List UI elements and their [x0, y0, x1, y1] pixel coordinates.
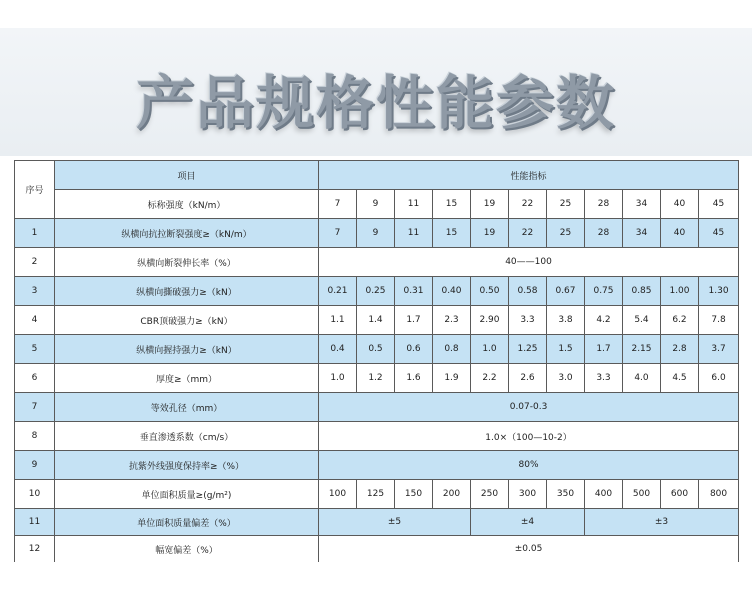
row-value: 45 — [699, 219, 739, 248]
row-number: 12 — [15, 536, 55, 563]
row-value: 3.8 — [547, 306, 585, 335]
seq-header: 序号 — [15, 161, 55, 219]
spec-value: 25 — [547, 190, 585, 219]
row-value: 9 — [357, 219, 395, 248]
row-number: 7 — [15, 393, 55, 422]
row-value: 28 — [585, 219, 623, 248]
row-value: 300 — [509, 480, 547, 509]
table-row — [15, 451, 739, 480]
row-item-name: 厚度≥（mm） — [55, 364, 319, 393]
spec-value: 45 — [699, 190, 739, 219]
row-value: 125 — [357, 480, 395, 509]
row-value: 250 — [471, 480, 509, 509]
table-row — [15, 480, 739, 509]
row-value: 400 — [585, 480, 623, 509]
spec-label: 标称强度（kN/m） — [55, 190, 319, 219]
row-value: 4.2 — [585, 306, 623, 335]
row-value: 2.15 — [623, 335, 661, 364]
row-number: 10 — [15, 480, 55, 509]
row-value: 6.0 — [699, 364, 739, 393]
row-item-name: 纵横向断裂伸长率（%） — [55, 248, 319, 277]
row-value: 800 — [699, 480, 739, 509]
row-item-name: CBR顶破强力≥（kN） — [55, 306, 319, 335]
row-value: 7.8 — [699, 306, 739, 335]
row-item-name: 纵横向握持强力≥（kN） — [55, 335, 319, 364]
table-row — [15, 248, 739, 277]
row-number: 1 — [15, 219, 55, 248]
row-value: 1.0 — [471, 335, 509, 364]
row-merged-value: 1.0×（100—10-2） — [319, 422, 739, 451]
row-item-name: 抗紫外线强度保持率≥（%） — [55, 451, 319, 480]
row-value: 0.5 — [357, 335, 395, 364]
row-value: 0.8 — [433, 335, 471, 364]
row-value: 3.7 — [699, 335, 739, 364]
row-value: 1.30 — [699, 277, 739, 306]
row-value: 1.9 — [433, 364, 471, 393]
row-value: 0.85 — [623, 277, 661, 306]
table-row — [15, 509, 739, 536]
row-value: 2.2 — [471, 364, 509, 393]
spec-value: 34 — [623, 190, 661, 219]
row-value: 0.50 — [471, 277, 509, 306]
row-value: 0.31 — [395, 277, 433, 306]
spec-value: 15 — [433, 190, 471, 219]
row-value: 0.25 — [357, 277, 395, 306]
row-value: 2.6 — [509, 364, 547, 393]
row-item-name: 纵横向抗拉断裂强度≥（kN/m） — [55, 219, 319, 248]
row-value: 11 — [395, 219, 433, 248]
row-value: 3.0 — [547, 364, 585, 393]
row-value: 2.90 — [471, 306, 509, 335]
row-value: 1.6 — [395, 364, 433, 393]
row-value: 40 — [661, 219, 699, 248]
table-row — [15, 364, 739, 393]
row-value: 1.4 — [357, 306, 395, 335]
row-value: 19 — [471, 219, 509, 248]
row-value: 4.5 — [661, 364, 699, 393]
table-row — [15, 422, 739, 451]
row-value: 500 — [623, 480, 661, 509]
row-value: 0.4 — [319, 335, 357, 364]
spec-value: 40 — [661, 190, 699, 219]
row-item-name: 纵横向撕破强力≥（kN） — [55, 277, 319, 306]
row-group-value: ±4 — [471, 509, 585, 536]
row-item-name: 单位面积质量偏差（%） — [55, 509, 319, 536]
perf-header: 性能指标 — [319, 161, 739, 190]
row-value: 6.2 — [661, 306, 699, 335]
page-title: 产品规格性能参数 — [135, 69, 616, 137]
row-value: 150 — [395, 480, 433, 509]
row-item-name: 单位面积质量≥(g/m²) — [55, 480, 319, 509]
row-merged-value: ±0.05 — [319, 536, 739, 563]
spec-row — [15, 190, 739, 219]
spec-value: 7 — [319, 190, 357, 219]
table-row — [15, 219, 739, 248]
row-value: 1.2 — [357, 364, 395, 393]
row-value: 0.6 — [395, 335, 433, 364]
row-number: 3 — [15, 277, 55, 306]
row-value: 4.0 — [623, 364, 661, 393]
row-number: 4 — [15, 306, 55, 335]
row-value: 1.7 — [395, 306, 433, 335]
table-row — [15, 536, 739, 563]
row-value: 1.7 — [585, 335, 623, 364]
bottom-strip — [0, 562, 752, 590]
row-merged-value: 80% — [319, 451, 739, 480]
row-value: 22 — [509, 219, 547, 248]
row-value: 5.4 — [623, 306, 661, 335]
row-value: 2.8 — [661, 335, 699, 364]
row-value: 3.3 — [585, 364, 623, 393]
row-number: 5 — [15, 335, 55, 364]
row-value: 350 — [547, 480, 585, 509]
spec-value: 9 — [357, 190, 395, 219]
row-number: 8 — [15, 422, 55, 451]
row-value: 25 — [547, 219, 585, 248]
spec-value: 19 — [471, 190, 509, 219]
row-merged-value: 40——100 — [319, 248, 739, 277]
row-value: 3.3 — [509, 306, 547, 335]
row-value: 100 — [319, 480, 357, 509]
row-value: 0.58 — [509, 277, 547, 306]
row-value: 1.0 — [319, 364, 357, 393]
row-value: 1.25 — [509, 335, 547, 364]
spec-value: 11 — [395, 190, 433, 219]
row-merged-value: 0.07-0.3 — [319, 393, 739, 422]
row-number: 6 — [15, 364, 55, 393]
row-number: 9 — [15, 451, 55, 480]
row-value: 0.75 — [585, 277, 623, 306]
spec-table — [14, 160, 739, 563]
row-value: 2.3 — [433, 306, 471, 335]
row-value: 15 — [433, 219, 471, 248]
row-value: 600 — [661, 480, 699, 509]
row-group-value: ±3 — [585, 509, 739, 536]
row-value: 34 — [623, 219, 661, 248]
row-item-name: 幅宽偏差（%） — [55, 536, 319, 563]
table-row — [15, 306, 739, 335]
table-row — [15, 277, 739, 306]
spec-value: 28 — [585, 190, 623, 219]
row-value: 0.40 — [433, 277, 471, 306]
header-row — [15, 161, 739, 190]
row-group-value: ±5 — [319, 509, 471, 536]
row-value: 1.00 — [661, 277, 699, 306]
table-row — [15, 335, 739, 364]
table-row — [15, 393, 739, 422]
row-value: 0.21 — [319, 277, 357, 306]
spec-value: 22 — [509, 190, 547, 219]
row-value: 1.5 — [547, 335, 585, 364]
item-header: 项目 — [55, 161, 319, 190]
row-item-name: 等效孔径（mm） — [55, 393, 319, 422]
row-number: 2 — [15, 248, 55, 277]
row-value: 200 — [433, 480, 471, 509]
row-value: 7 — [319, 219, 357, 248]
row-number: 11 — [15, 509, 55, 536]
row-item-name: 垂直渗透系数（cm/s） — [55, 422, 319, 451]
row-value: 1.1 — [319, 306, 357, 335]
row-value: 0.67 — [547, 277, 585, 306]
